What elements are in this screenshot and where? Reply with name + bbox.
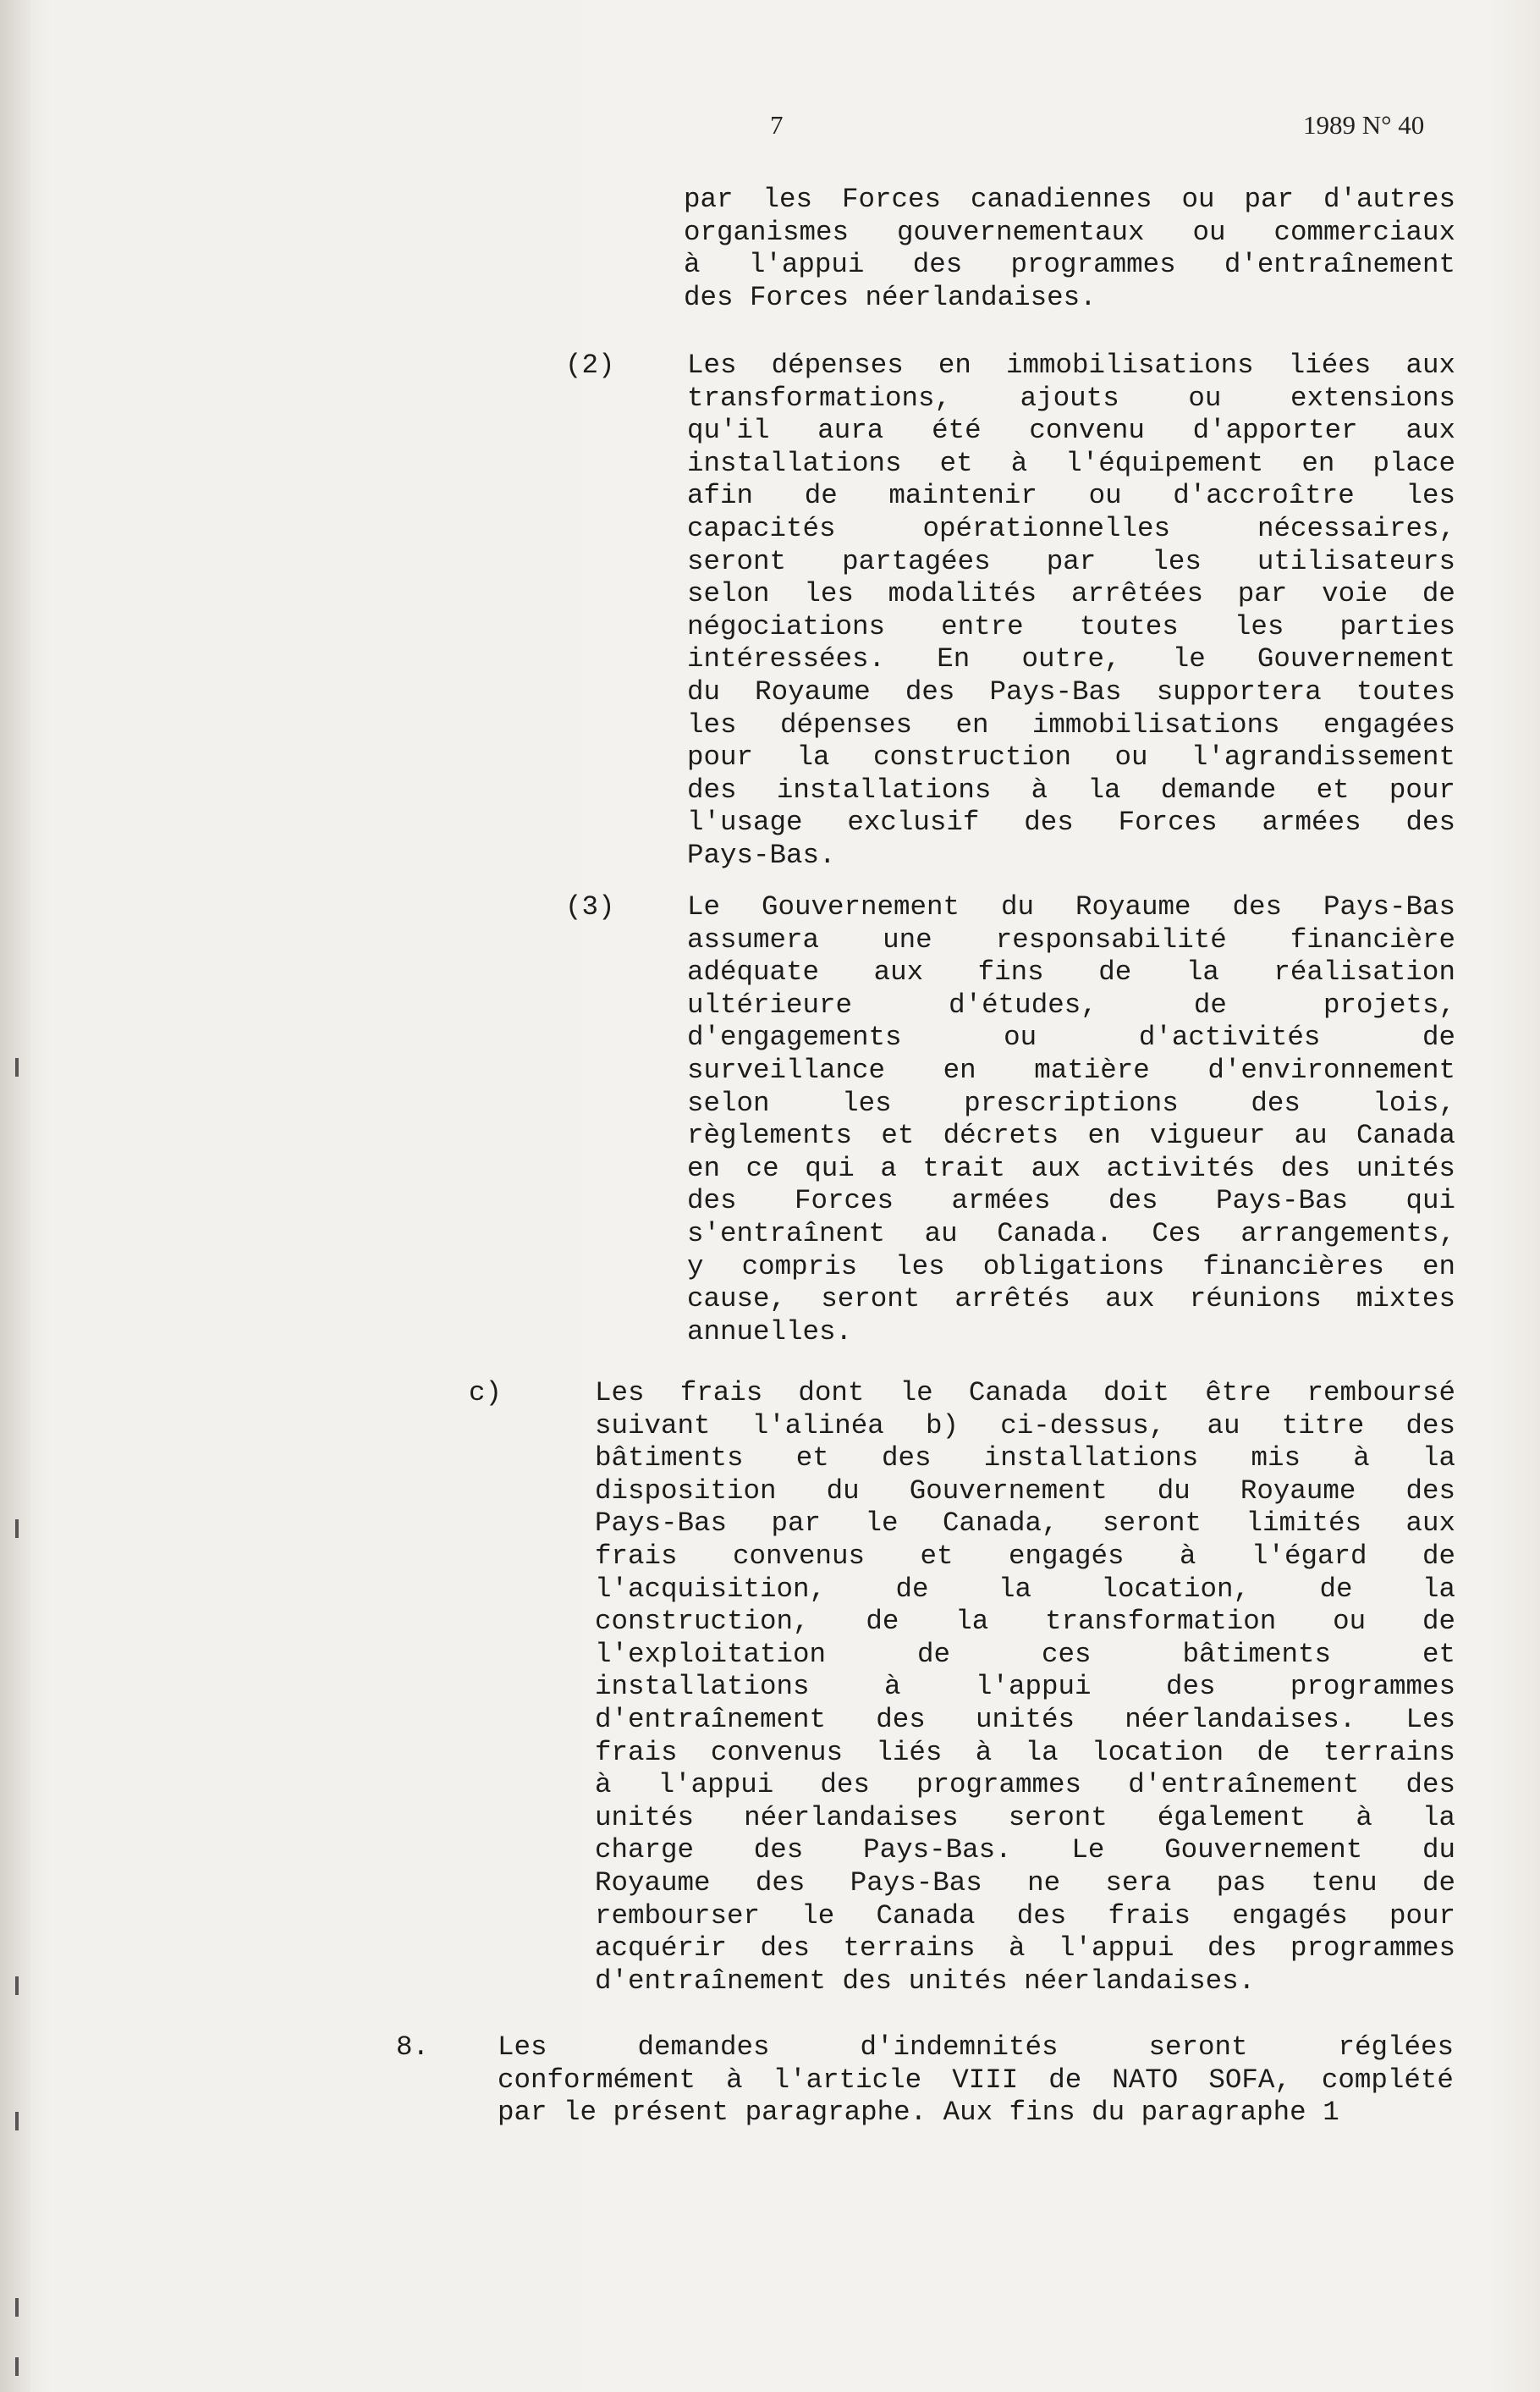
text-line: Les demandes d'indemnités seront réglées	[498, 2031, 1454, 2063]
text-line: à l'appui des programmes d'entraînement des	[595, 1769, 1455, 1801]
text-line: installations et à l'équipement en place	[687, 447, 1455, 479]
text-line: assumera une responsabilité financière	[687, 923, 1455, 956]
issue-reference: 1989 N° 40	[1303, 110, 1425, 140]
paragraph-8	[498, 2031, 1454, 2130]
text-line: d'entraînement des unités néerlandaises.	[595, 1965, 1256, 1997]
text-line: organismes gouvernementaux ou commerciaux	[684, 216, 1455, 248]
page-number: 7	[770, 110, 784, 140]
text-line: d'entraînement des unités néerlandaises. Les	[595, 1703, 1455, 1735]
text-line: disposition du Gouvernement du Royaume des	[595, 1474, 1455, 1507]
text-line: par le présent paragraphe. Aux fins du paragraphe 1	[498, 2097, 1339, 2129]
text-line: les dépenses en immobilisations engagées	[687, 708, 1455, 741]
text-line: pour la construction ou l'agrandissement	[687, 741, 1455, 774]
text-line: d'engagements ou d'activités de	[687, 1022, 1455, 1054]
text-line: adéquate aux fins de la réalisation	[687, 956, 1455, 989]
text-line: à l'appui des programmes d'entraînement	[684, 249, 1455, 281]
text-line: l'exploitation de ces bâtiments et	[595, 1638, 1455, 1670]
text-line: frais convenus et engagés à l'égard de	[595, 1540, 1455, 1572]
text-line: construction, de la transformation ou de	[595, 1606, 1455, 1638]
text-line: surveillance en matière d'environnement	[687, 1054, 1455, 1086]
text-line: charge des Pays-Bas. Le Gouvernement du	[595, 1834, 1455, 1866]
text-line: des Forces néerlandaises.	[684, 281, 1097, 313]
text-line: négociations entre toutes les parties	[687, 610, 1455, 642]
text-line: suivant l'alinéa b) ci-dessus, au titre des	[595, 1409, 1455, 1441]
item-label-2: (2)	[565, 350, 615, 381]
text-line: seront partagées par les utilisateurs	[687, 545, 1455, 577]
text-line: en ce qui a trait aux activités des unités	[687, 1152, 1455, 1184]
text-line: unités néerlandaises seront également à la	[595, 1801, 1455, 1833]
text-line: conformément à l'article VIII de NATO SOFA, complété	[498, 2064, 1454, 2096]
text-line: Pays-Bas par le Canada, seront limités aux	[595, 1507, 1455, 1540]
binding-mark	[15, 2112, 19, 2130]
text-line: selon les modalités arrêtées par voie de	[687, 578, 1455, 610]
binding-mark	[15, 2298, 19, 2317]
text-line: l'acquisition, de la location, de la	[595, 1573, 1455, 1605]
binding-edge	[0, 0, 30, 2392]
paragraph-3	[687, 891, 1455, 1348]
text-line: acquérir des terrains à l'appui des programmes	[595, 1932, 1455, 1965]
text-line: qu'il aura été convenu d'apporter aux	[687, 415, 1455, 447]
text-line: des Forces armées des Pays-Bas qui	[687, 1185, 1455, 1217]
binding-mark	[15, 1058, 19, 1077]
text-line: installations à l'appui des programmes	[595, 1671, 1455, 1703]
paragraph-c	[595, 1377, 1455, 1998]
text-line: rembourser le Canada des frais engagés pour	[595, 1899, 1455, 1932]
text-line: règlements et décrets en vigueur au Canada	[687, 1120, 1455, 1152]
text-line: afin de maintenir ou d'accroître les	[687, 480, 1455, 512]
text-line: transformations, ajouts ou extensions	[687, 382, 1455, 414]
text-line: Le Gouvernement du Royaume des Pays-Bas	[687, 891, 1455, 923]
item-label-8: 8.	[396, 2031, 430, 2063]
text-line: bâtiments et des installations mis à la	[595, 1442, 1455, 1474]
text-line: par les Forces canadiennes ou par d'autres	[684, 184, 1455, 215]
text-line: Les dépenses en immobilisations liées aux	[687, 350, 1455, 381]
binding-mark	[15, 1976, 19, 1995]
binding-mark	[15, 2357, 19, 2376]
text-line: annuelles.	[687, 1315, 853, 1348]
text-line: l'usage exclusif des Forces armées des	[687, 807, 1455, 839]
text-line: cause, seront arrêtés aux réunions mixtes	[687, 1283, 1455, 1315]
paragraph-2	[687, 350, 1455, 873]
text-line: frais convenus liés à la location de terrains	[595, 1736, 1455, 1768]
text-line: ultérieure d'études, de projets,	[687, 989, 1455, 1021]
binding-mark	[15, 1519, 19, 1538]
text-line: intéressées. En outre, le Gouvernement	[687, 643, 1455, 675]
text-line: Pays-Bas.	[687, 839, 836, 871]
text-line: selon les prescriptions des lois,	[687, 1087, 1455, 1119]
item-label-c: c)	[469, 1377, 503, 1408]
text-line: capacités opérationnelles nécessaires,	[687, 512, 1455, 544]
text-line: y compris les obligations financières en	[687, 1250, 1455, 1282]
text-line: Les frais dont le Canada doit être remboursé	[595, 1377, 1455, 1408]
text-line: Royaume des Pays-Bas ne sera pas tenu de	[595, 1866, 1455, 1899]
text-line: du Royaume des Pays-Bas supportera toutes	[687, 675, 1455, 708]
item-label-3: (3)	[565, 891, 615, 923]
text-line: des installations à la demande et pour	[687, 774, 1455, 806]
continuation-paragraph	[684, 184, 1455, 314]
text-line: s'entraînent au Canada. Ces arrangements,	[687, 1217, 1455, 1249]
